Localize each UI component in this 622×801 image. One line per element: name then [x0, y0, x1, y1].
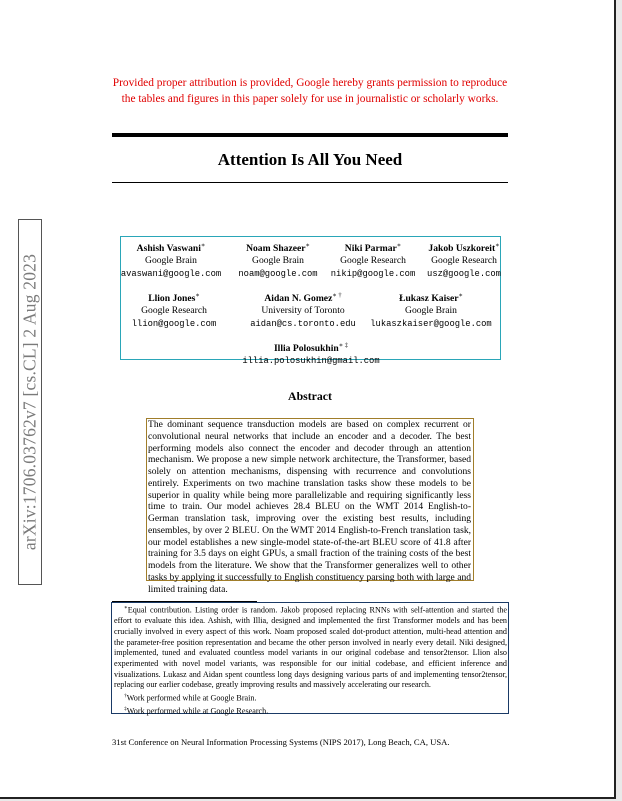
footnote-mark: ∗ — [124, 605, 128, 611]
author-email[interactable]: nikip@google.com — [330, 268, 416, 279]
abstract-text: The dominant sequence transduction models are based on complex recurrent or convolutional neural networks that include an encoder and a decoder. The best performing models also connect the encoder and decoder through an attention mechanism. We propose a new simple network architecture, the Transformer, based solely on attention mechanisms, dispensing with recurrence and convolutions entirely. Experiments on two machine translation tasks show these models to be superior in quality while being more parallelizable and requiring significantly less time to train. Our model achieves 28.4 BLEU on the WMT 2014 English-to-German translation task, improving over the existing best results, including ensembles, by over 2 BLEU. On the WMT 2014 English-to-French translation task, our model establishes a new single-model state-of-the-art BLEU score of 41.8 after training for 3.5 days on eight GPUs, a small fraction of the training costs of the best models from the literature. We show that the Transformer generalizes well to other tasks by applying it successfully to English constituency parsing both with large and limited training data. — [148, 419, 471, 595]
author-affiliation: Google Brain — [145, 255, 197, 267]
conference-note: 31st Conference on Neural Information Processing Systems (NIPS 2017), Long Beach, CA, USA. — [112, 737, 450, 747]
arxiv-identifier: arXiv:1706.03762v7 [cs.CL] 2 Aug 2023 — [19, 253, 40, 551]
author-mark: ∗ ‡ — [338, 342, 349, 349]
author-affiliation: Google Research — [431, 255, 497, 267]
author-card — [363, 290, 499, 330]
author-card — [239, 290, 367, 330]
author-email[interactable]: lukaszkaiser@google.com — [370, 318, 492, 329]
author-card — [121, 290, 227, 330]
author-email[interactable]: illia.polosukhin@gmail.com — [242, 356, 380, 367]
footnote-google-research: ‡Work performed while at Google Research. — [124, 706, 269, 717]
author-name: Ashish Vaswani — [136, 243, 201, 255]
author-name: Llion Jones — [148, 293, 196, 305]
author-affiliation: University of Toronto — [261, 305, 345, 317]
author-name: Illia Polosukhin — [273, 343, 339, 355]
author-name: Niki Parmar — [344, 243, 397, 255]
title-rule-top — [112, 133, 508, 137]
author-name: Łukasz Kaiser — [399, 293, 459, 305]
abstract-heading: Abstract — [288, 389, 332, 403]
footnote-mark: ‡ — [124, 706, 127, 713]
author-email[interactable]: llion@google.com — [131, 318, 217, 329]
author-card — [117, 240, 225, 280]
footnote-google-brain: †Work performed while at Google Brain. — [124, 692, 257, 703]
paper-title: Attention Is All You Need — [217, 150, 403, 169]
author-card — [423, 240, 505, 280]
author-name: Jakob Uszkoreit — [428, 243, 496, 255]
arxiv-stamp[interactable] — [18, 219, 42, 585]
author-affiliation: Google Research — [141, 305, 207, 317]
abstract-block — [146, 418, 474, 595]
author-mark: ∗ — [396, 242, 402, 249]
footnote-mark: † — [124, 692, 127, 699]
author-mark: ∗ — [200, 242, 206, 249]
permission-notice: Provided proper attribution is provided, Google hereby grants permission to reproduce the tables and figures in this paper solely for use in journalistic or scholarly works. — [112, 77, 508, 105]
author-card — [229, 240, 327, 280]
title-rule-bottom — [112, 182, 508, 183]
author-email[interactable]: avaswani@google.com — [120, 268, 222, 279]
author-affiliation: Google Brain — [405, 305, 457, 317]
author-mark: ∗ † — [332, 292, 342, 299]
author-mark: ∗ — [305, 242, 310, 249]
author-email[interactable]: aidan@cs.toronto.edu — [250, 318, 356, 329]
authors-block — [120, 236, 501, 367]
footnotes-block — [111, 602, 509, 717]
author-affiliation: Google Research — [340, 255, 406, 267]
author-mark: ∗ — [495, 242, 500, 249]
author-affiliation: Google Brain — [252, 255, 304, 267]
author-card — [325, 240, 421, 280]
author-name: Aidan N. Gomez — [264, 293, 333, 305]
author-mark: ∗ — [458, 292, 463, 299]
author-name: Noam Shazeer — [246, 243, 306, 255]
author-card — [233, 340, 389, 368]
author-mark: ∗ — [195, 292, 200, 299]
author-email[interactable]: noam@google.com — [238, 268, 318, 279]
footnote-equal-contribution: ∗Equal contribution. Listing order is random. Jakob proposed replacing RNNs with self-attention and started the effort to evaluate this idea. Ashish, with Illia, designed and implemented the first Transformer models and has been crucially involved in every aspect of this work. Noam proposed scaled dot-product attention, multi-head attention and the parameter-free position representation and became the other person involved in nearly every detail. Niki designed, implemented, tuned and evaluated countless model variants in our original codebase and tensor2tensor. Llion also experimented with novel model variants, was responsible for our initial codebase, and efficient inference and visualizations. Lukasz and Aidan spent countless long days designing various parts of and implementing tensor2tensor, replacing our earlier codebase, greatly improving results and massively accelerating our research. — [114, 605, 507, 690]
author-email[interactable]: usz@google.com — [427, 268, 501, 279]
